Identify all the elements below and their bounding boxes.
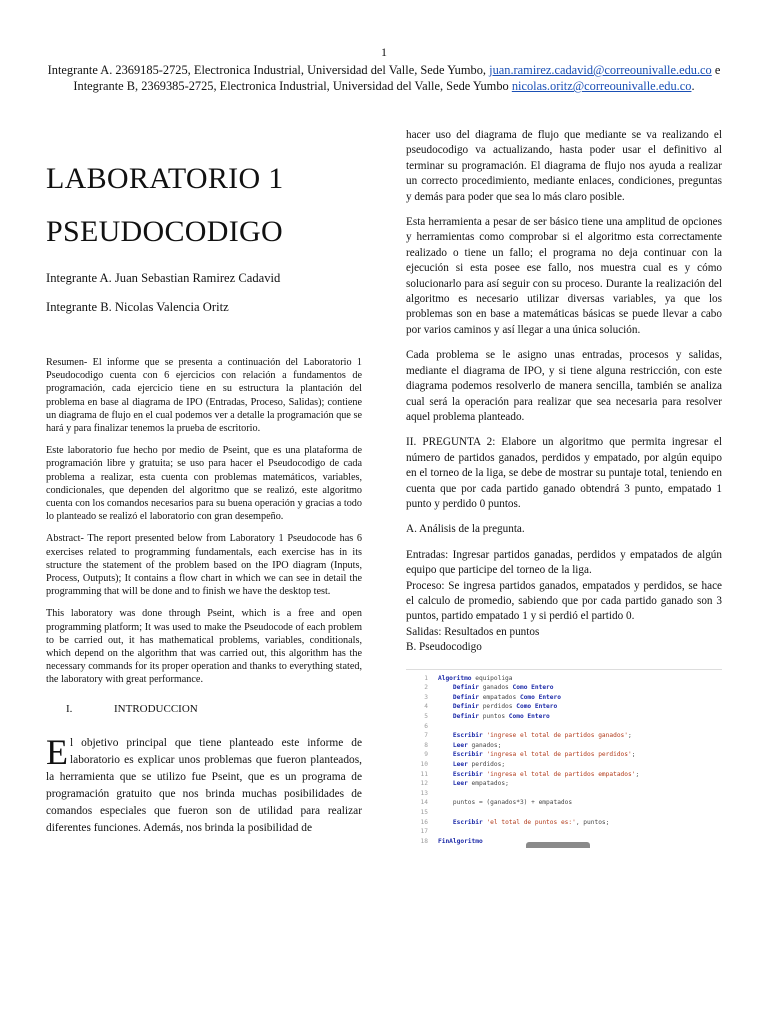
code-keyword: Escribir — [452, 818, 483, 826]
process-text: Proceso: Se ingresa partidos ganados, empatados y perdidos, se hace el calculo de promedio, sabiendo que por cada partido ganado son 3 puntos, partido empatado 1 y si perdió el partido 0. — [406, 579, 722, 623]
code-keyword: FinAlgoritmo — [438, 837, 483, 845]
outputs-text: Salidas: Resultados en puntos — [406, 625, 540, 638]
code-string: 'ingresa el total de partidos perdidos' — [482, 751, 632, 759]
code-text — [438, 693, 561, 703]
pseudocode-heading: B. Pseudocodigo — [406, 641, 482, 654]
code-line — [406, 798, 722, 808]
question-2-paragraph: II. PREGUNTA 2: Elabore un algoritmo que permita ingresar el número de partidos ganados, perdidos y empatado, por algún equipo en el torneo de la liga, se debe de mostrar su puntaje total, teniendo en cuenta que por cada partido ganado obtendrá 3 punto, empatado 1 punto y perdido 0 puntos. — [406, 436, 722, 510]
code-keyword: Como Entero — [512, 684, 554, 692]
code-line — [406, 741, 722, 751]
line-number: 9 — [424, 751, 428, 759]
right-column — [406, 128, 722, 848]
code-text — [438, 702, 557, 712]
code-line — [406, 674, 722, 684]
code-keyword: Definir — [452, 712, 479, 720]
line-number: 6 — [424, 722, 428, 730]
tool-paragraph: Esta herramienta a pesar de ser básico tiene una amplitud de opciones y herramientas como comprobar si el algoritmo esta correctamente realizado o tiene un fallo; el programa no deja continuar con la ejecución si esta posee ese fallo, nos muestra cual es y cómo solucionarlo para así seguir con su proceso. Durante la realización del algoritmo es necesario utilizar diversas variables, ya que los problemas son en base a matemáticas básicas se puede llevar a cabo por varios caminos y así llegar a una única solución. — [406, 216, 722, 336]
code-text — [438, 750, 635, 760]
code-keyword: Escribir — [452, 732, 483, 740]
section-heading-intro — [46, 703, 362, 715]
code-line — [406, 731, 722, 741]
ipo-paragraph: Cada problema se le asigno unas entradas, procesos y salidas, mediante el diagrama de IPO, y si tiene alguna restricción, con este diagrama podemos resolverlo de manera sencilla, también se analiza cual será la operación para realizar que sea necesaria para resolver aquel problema planteado. — [406, 349, 722, 423]
code-rest: equipoliga — [471, 674, 513, 682]
line-number: 1 — [424, 674, 428, 682]
code-line — [406, 722, 722, 732]
inputs-text: Entradas: Ingresar partidos ganadas, perdidos y empatados de algún equipo que participe del torneo de la liga. — [406, 548, 722, 577]
code-keyword: Como Entero — [508, 712, 550, 720]
affiliation-end: . — [691, 79, 695, 93]
code-text — [438, 683, 554, 693]
code-line — [406, 779, 722, 789]
code-keyword: Escribir — [452, 770, 483, 778]
affiliation-a: Integrante A. 2369185-2725, Electronica Industrial, Universidad del Valle, Sede Yumbo, — [47, 63, 487, 77]
code-line — [406, 770, 722, 780]
abstract-paragraph: Abstract- The report presented below from Laboratory 1 Pseudocode has 6 exercises related to programming fundamentals, each exercise has in its structure the statement of the problem based on the IPO diagram (Inputs, Process, Outputs); It contains a flow chart in which we can see in detail the programming that will be done and to finish we have the desktop test. — [46, 533, 362, 598]
page-title-line1: LABORATORIO 1 — [46, 162, 284, 195]
code-keyword: Leer — [452, 760, 468, 768]
left-column — [46, 130, 362, 846]
email-link-a[interactable]: juan.ramirez.cadavid@correounivalle.edu.co — [489, 63, 712, 77]
code-string: 'el total de puntos es:' — [482, 818, 576, 826]
code-line — [406, 702, 722, 712]
dropcap-letter: E — [46, 731, 68, 772]
affiliation-b: e Integrante B, 2369385-2725, Electronica Industrial, Universidad del Valle, Sede Yumbo — [73, 63, 721, 93]
code-line — [406, 818, 722, 828]
line-number: 17 — [420, 828, 428, 836]
code-line — [406, 827, 722, 837]
line-number: 3 — [424, 693, 428, 701]
code-keyword: Como Entero — [516, 703, 558, 711]
line-number: 15 — [420, 808, 428, 816]
line-number: 11 — [420, 770, 428, 778]
code-rest: perdidos; — [467, 760, 506, 768]
line-number: 5 — [424, 712, 428, 720]
section-number: I. — [66, 702, 73, 715]
horizontal-scrollbar[interactable] — [526, 842, 590, 848]
author-affiliations — [40, 62, 728, 94]
code-text — [438, 837, 483, 847]
code-line — [406, 808, 722, 818]
line-number: 7 — [424, 732, 428, 740]
section-label: INTRODUCCION — [114, 702, 198, 715]
code-text — [438, 741, 501, 751]
line-number: 8 — [424, 741, 428, 749]
code-line — [406, 693, 722, 703]
code-keyword: Escribir — [452, 751, 483, 759]
code-keyword: Como Entero — [519, 693, 561, 701]
intro-text: l objetivo principal que tiene planteado este informe de laboratorio es explicar unos problemas que fueron planteados, la herramienta que se utilizo fue Pseint, que es un programa de programación gratuito que nos brinda muchas posibilidades de comandos especiales que fueron son de utilidad para realizar diferentes funciones. Además, nos brinda la posibilidad de — [46, 736, 362, 834]
code-keyword: Algoritmo — [438, 674, 472, 682]
lab-description-es: Este laboratorio fue hecho por medio de Pseint, que es una plataforma de programación libre y gratuita; se uso para hacer el Pseudocodigo de cada problema a realizar, esta cuenta con problemas matemáticos, variables, condicionales, que dependen del algoritmo que se realizó, este algoritmo cuenta con los comandos necesarios para su buena operación y gracias a todo lo planteado se realizó el laboratorio con gran desempeño. — [46, 445, 362, 523]
code-rest: perdidos — [478, 703, 517, 711]
code-string: 'ingrese el total de partidos ganados' — [482, 732, 629, 740]
code-keyword: Definir — [452, 684, 479, 692]
line-number: 16 — [420, 818, 428, 826]
code-line — [406, 712, 722, 722]
line-number: 12 — [420, 780, 428, 788]
line-number: 2 — [424, 684, 428, 692]
intro-paragraph — [46, 731, 362, 837]
page-number: 1 — [381, 45, 387, 59]
code-keyword: Definir — [452, 693, 479, 701]
analysis-heading: A. Análisis de la pregunta. — [406, 523, 525, 536]
code-rest: ; — [635, 770, 640, 778]
code-text — [438, 712, 550, 722]
email-link-b[interactable]: nicolas.oritz@correounivalle.edu.co — [511, 79, 692, 93]
code-rest: , puntos; — [575, 818, 610, 826]
lab-description-en: This laboratory was done through Pseint, which is a free and open programming platform; It was used to make the Pseudocode of each problem to be carried out, it has mathematical problems, variables, conditionals, which depend on the algorithm that was carried out, this algorithm has the necessary commands for its proper operation and thanks to everything stated, the laboratory with great performance. — [46, 608, 362, 686]
pseudocode-screenshot — [406, 669, 722, 848]
code-line — [406, 760, 722, 770]
code-keyword: Leer — [452, 780, 468, 788]
code-rest: empatados; — [467, 780, 509, 788]
line-number: 10 — [420, 760, 428, 768]
code-text — [438, 731, 632, 741]
code-text — [438, 770, 639, 780]
code-text — [438, 818, 609, 828]
flowchart-paragraph: hacer uso del diagrama de flujo que mediante se va realizando el pseudocodigo va actualizando, hasta poder usar el definitivo al terminar su programación. El diagrama de flujo nos ayuda a realizar un correcto procedimiento, mediante enlaces, condiciones, preguntas y demás para poder que sea lo más claro posible. — [406, 129, 722, 203]
code-rest: ; — [631, 751, 636, 759]
page-title-line2: PSEUDOCODIGO — [46, 215, 283, 248]
code-keyword: Definir — [452, 703, 479, 711]
code-line — [406, 683, 722, 693]
line-number: 4 — [424, 703, 428, 711]
code-text — [438, 760, 505, 770]
code-rest: ganados; — [467, 741, 502, 749]
resumen-paragraph: Resumen- El informe que se presenta a continuación del Laboratorio 1 Pseudocodigo cuenta con 6 ejercicios con relación a fundamentos de programación, cada ejercicio tiene en su estructura la plantación del problema en base al diagrama de IPO (Entradas, Proceso, Salidas); contiene un diagrama de flujo en el cual podemos ver a detalle la programación que se hará y para finalizar tenemos la prueba de escritorio. — [46, 357, 362, 435]
code-rest: ganados — [478, 684, 513, 692]
code-rest: ; — [628, 732, 632, 740]
line-number: 14 — [420, 799, 428, 807]
code-line — [406, 750, 722, 760]
author-b: Integrante B. Nicolas Valencia Oritz — [46, 300, 229, 314]
code-rest: empatados — [478, 693, 520, 701]
line-number: 18 — [420, 837, 428, 845]
code-text — [438, 674, 513, 684]
code-string: 'ingresa el total de partidos empatados' — [482, 770, 636, 778]
author-a: Integrante A. Juan Sebastian Ramirez Cadavid — [46, 271, 281, 285]
code-text — [438, 798, 572, 808]
line-number: 13 — [420, 789, 428, 797]
code-line — [406, 789, 722, 799]
code-keyword: Leer — [452, 741, 468, 749]
code-text — [438, 779, 509, 789]
code-rest: puntos — [478, 712, 509, 720]
code-rest: puntos = (ganados*3) + empatados — [452, 799, 573, 807]
